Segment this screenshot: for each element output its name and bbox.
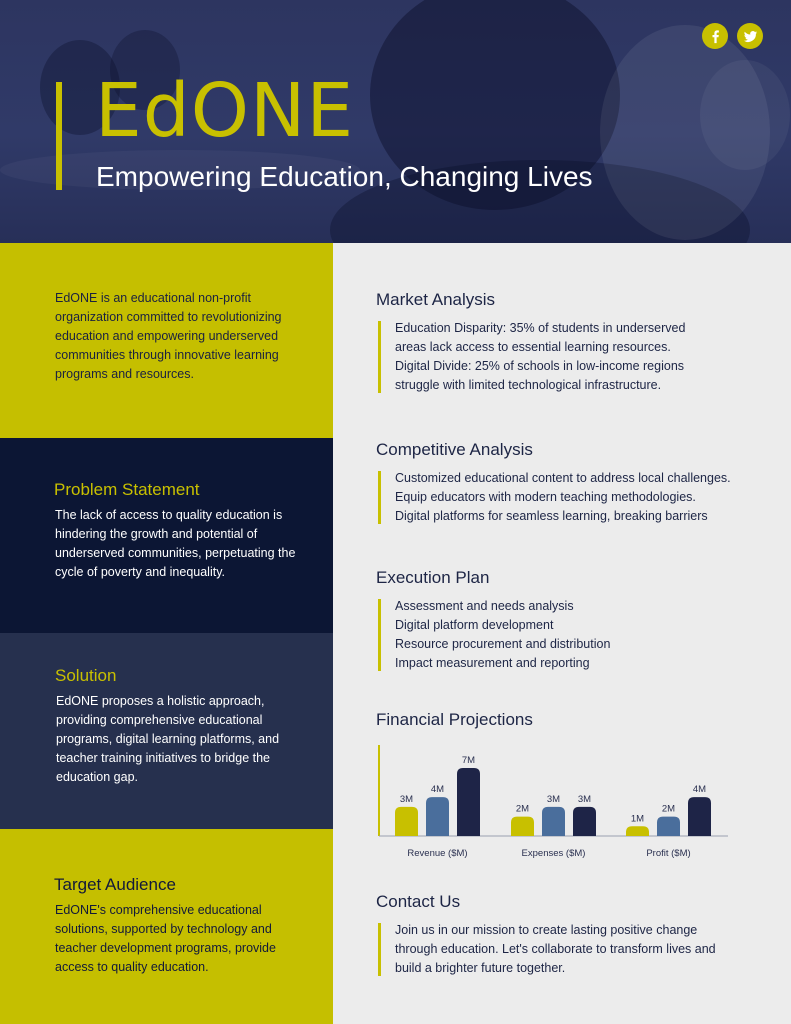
competitive-analysis-title: Competitive Analysis xyxy=(376,440,533,459)
solution-panel xyxy=(0,633,333,829)
chart-bar xyxy=(657,817,680,836)
chart-bar-label: 4M xyxy=(692,784,707,796)
financial-chart-svg xyxy=(376,743,736,868)
audience-panel xyxy=(0,829,333,1024)
contact-section xyxy=(376,892,756,978)
competitive-line: Digital platforms for seamless learning, breaking barriers xyxy=(395,509,708,523)
chart-bar-label: 1M xyxy=(630,813,645,825)
financial-chart xyxy=(376,743,736,868)
chart-bar-label: 3M xyxy=(546,793,561,805)
competitive-analysis-body xyxy=(376,469,756,526)
chart-bar-label: 2M xyxy=(661,803,676,815)
execution-line: Digital platform development xyxy=(395,618,554,632)
contact-title: Contact Us xyxy=(376,892,461,911)
market-line: Education Disparity: 35% of students in underserved xyxy=(395,321,686,335)
market-analysis-body xyxy=(376,319,756,395)
chart-bar xyxy=(395,807,418,836)
chart-bar-label: 4M xyxy=(430,784,445,796)
execution-line: Resource procurement and distribution xyxy=(395,637,611,651)
contact-body xyxy=(376,921,756,978)
chart-bar-label: 3M xyxy=(577,793,592,805)
problem-text: The lack of access to quality education is hindering the growth and potential of underserved communities, perpetuating the cycle of poverty and inequality. xyxy=(55,508,296,579)
competitive-line: Customized educational content to address local challenges. xyxy=(395,471,731,485)
execution-plan-body xyxy=(376,597,756,673)
tagline: Empowering Education, Changing Lives xyxy=(96,161,593,192)
market-analysis-title: Market Analysis xyxy=(376,290,496,309)
chart-bar xyxy=(688,797,711,836)
solution-text: EdONE proposes a holistic approach, providing comprehensive educational programs, digital learning platforms, and teacher training initiatives to bridge the education gap. xyxy=(56,694,280,784)
hero-photo-shape xyxy=(700,60,790,170)
solution-title: Solution xyxy=(55,666,117,685)
facebook-icon[interactable] xyxy=(702,23,728,49)
facebook-glyph xyxy=(708,29,723,44)
execution-plan-section xyxy=(376,568,756,673)
contact-line: through education. Let's collaborate to transform lives and xyxy=(395,942,716,956)
intro-panel xyxy=(0,243,333,438)
chart-bar-label: 3M xyxy=(399,793,414,805)
market-line: areas lack access to essential learning resources. xyxy=(395,340,671,354)
contact-line: Join us in our mission to create lasting positive change xyxy=(395,923,698,937)
chart-bar xyxy=(626,826,649,836)
audience-text: EdONE's comprehensive educational solutions, supported by technology and teacher development programs, provide access to quality education. xyxy=(55,903,276,974)
audience-title: Target Audience xyxy=(54,875,176,894)
intro-text: EdONE is an educational non-profit organization committed to revolutionizing education and empowering underserved communities through innovative learning programs and resources. xyxy=(55,291,282,381)
chart-category-label: Expenses ($M) xyxy=(521,848,586,859)
twitter-icon[interactable] xyxy=(737,23,763,49)
chart-bar-label: 2M xyxy=(515,803,530,815)
contact-line: build a brighter future together. xyxy=(395,961,566,975)
chart-bar xyxy=(426,797,449,836)
title-accent-bar xyxy=(56,82,62,190)
financial-projections-title: Financial Projections xyxy=(376,710,533,729)
execution-plan-title: Execution Plan xyxy=(376,568,490,587)
problem-title: Problem Statement xyxy=(54,480,200,499)
chart-bar xyxy=(457,768,480,836)
financial-projections-section xyxy=(376,710,756,730)
market-line: Digital Divide: 25% of schools in low-income regions xyxy=(395,359,685,373)
problem-panel xyxy=(0,438,333,633)
chart-bar-label: 7M xyxy=(461,755,476,766)
twitter-glyph xyxy=(743,29,758,44)
execution-line: Impact measurement and reporting xyxy=(395,656,590,670)
chart-bar xyxy=(511,817,534,836)
chart-bar xyxy=(542,807,565,836)
chart-bar xyxy=(573,807,596,836)
chart-category-label: Profit ($M) xyxy=(646,848,691,859)
competitive-analysis-section xyxy=(376,440,756,526)
competitive-line: Equip educators with modern teaching methodologies. xyxy=(395,490,696,504)
market-analysis-section xyxy=(376,290,756,395)
hero-banner xyxy=(0,0,791,243)
brand-title: EdONE xyxy=(95,68,355,154)
market-line: struggle with limited technological infrastructure. xyxy=(395,378,662,392)
execution-line: Assessment and needs analysis xyxy=(395,599,574,613)
chart-category-label: Revenue ($M) xyxy=(407,848,468,859)
